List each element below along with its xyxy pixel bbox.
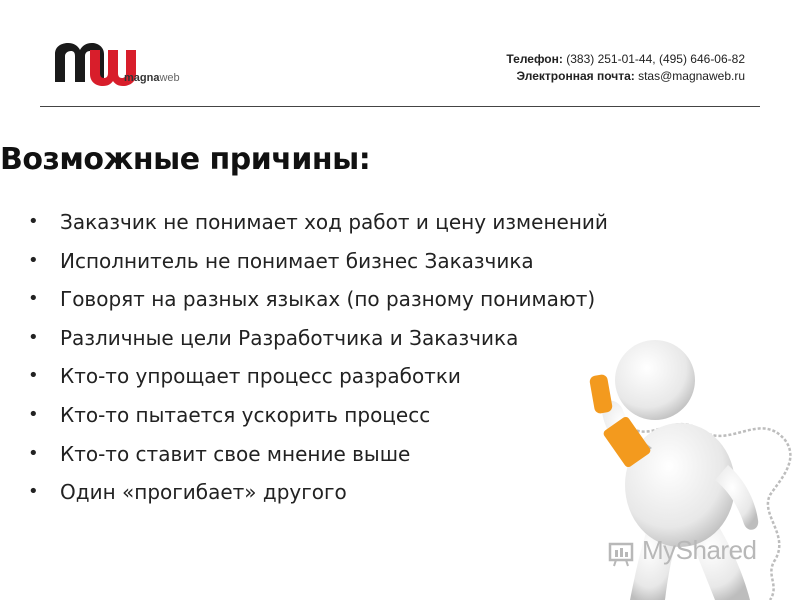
bullet-text: Кто-то пытается ускорить процесс xyxy=(60,402,431,427)
bullet-dot-icon: • xyxy=(28,288,39,310)
logo-wordmark-bold: magna xyxy=(124,72,160,84)
bullet-item xyxy=(26,203,608,242)
watermark-text: MyShared xyxy=(642,535,757,565)
bullet-dot-icon: • xyxy=(28,326,39,348)
bullet-text: Заказчик не понимает ход работ и цену изменений xyxy=(60,210,608,234)
bullet-dot-icon: • xyxy=(28,481,39,503)
bullet-dot-icon: • xyxy=(28,442,39,464)
phone-label: Телефон: xyxy=(506,52,563,66)
slide-title: Возможные причины: xyxy=(0,142,371,177)
email-line xyxy=(506,68,745,85)
bullet-text: Один «прогибает» другого xyxy=(60,480,347,505)
bullet-dot-icon: • xyxy=(28,211,39,232)
bullet-dot-icon: • xyxy=(28,365,39,387)
bullet-text: Кто-то упрощает процесс разработки xyxy=(60,364,461,389)
contact-info xyxy=(506,51,745,85)
logo-wordmark xyxy=(124,72,180,84)
bullet-item xyxy=(26,280,608,319)
logo-wordmark-light: web xyxy=(159,72,180,84)
email-label: Электронная почта: xyxy=(516,69,635,83)
bullet-text: Кто-то ставит свое мнение выше xyxy=(60,441,411,466)
header-divider xyxy=(40,106,760,107)
bullet-text: Исполнитель не понимает бизнес Заказчика xyxy=(60,248,534,273)
bullet-text: Различные цели Разработчика и Заказчика xyxy=(60,325,519,350)
phone-line xyxy=(506,51,745,68)
bullet-dot-icon: • xyxy=(28,249,39,271)
myshared-logo-icon xyxy=(608,540,638,568)
bullet-item xyxy=(26,242,608,281)
bullet-dot-icon: • xyxy=(28,403,39,425)
phone-value: (383) 251-01-44, (495) 646-06-82 xyxy=(566,52,745,66)
bullet-text: Говорят на разных языках (по разному понимают) xyxy=(60,287,596,312)
email-value: stas@magnaweb.ru xyxy=(638,69,745,83)
